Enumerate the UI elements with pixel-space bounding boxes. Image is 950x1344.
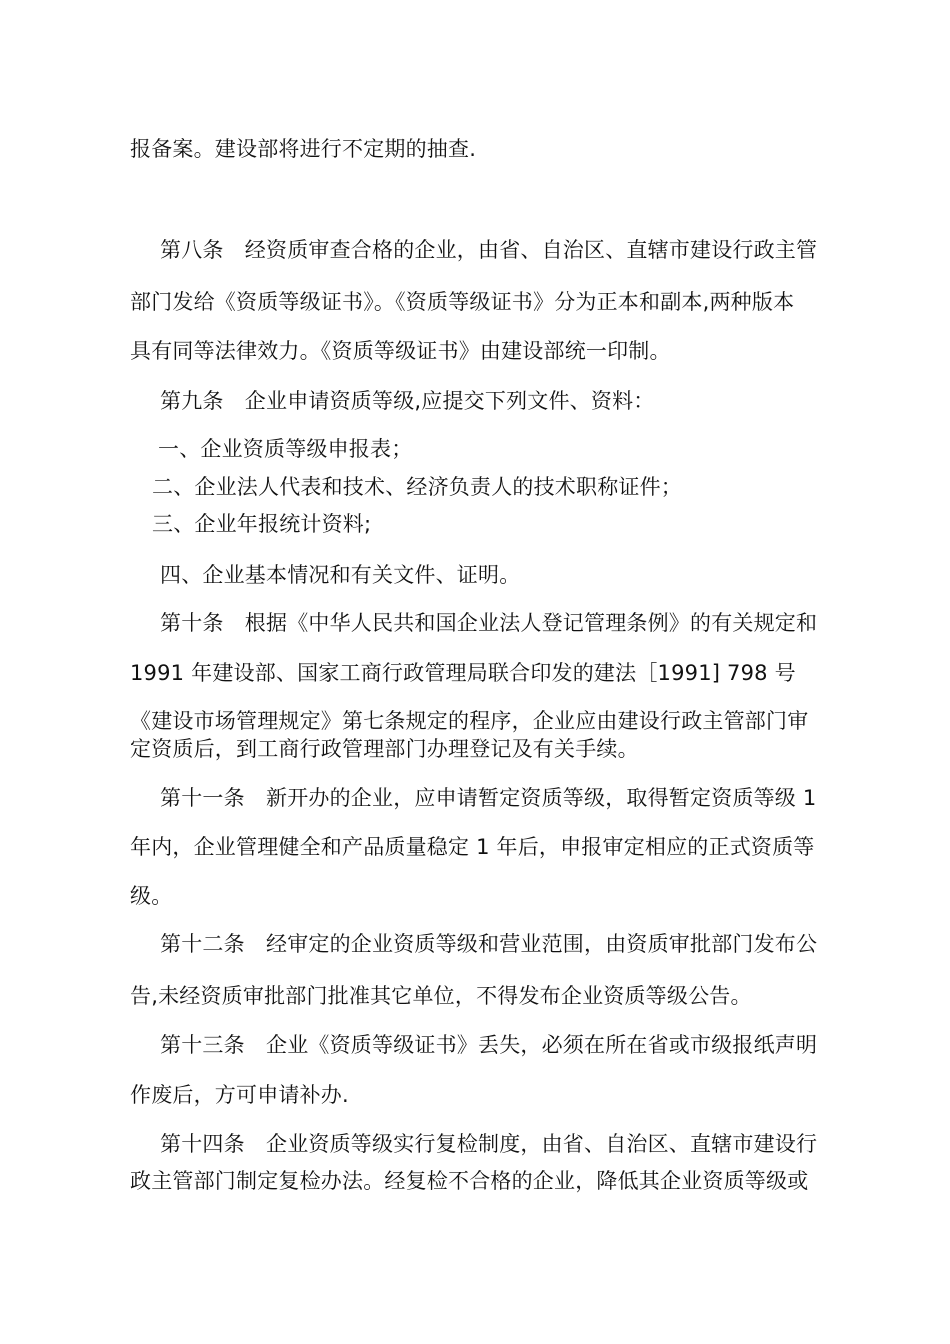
article-11-line-1: 第十一条 新开办的企业，应申请暂定资质等级，取得暂定资质等级 1 bbox=[160, 786, 817, 810]
article-8-line-1: 第八条 经资质审查合格的企业，由省、自治区、直辖市建设行政主管 bbox=[160, 238, 818, 262]
article-10-line-3: 《建设市场管理规定》第七条规定的程序，企业应由建设行政主管部门审 bbox=[130, 709, 809, 733]
article-12-line-1: 第十二条 经审定的企业资质等级和营业范围，由资质审批部门发布公 bbox=[160, 932, 818, 956]
article-13-line-1: 第十三条 企业《资质等级证书》丢失，必须在所在省或市级报纸声明 bbox=[160, 1033, 818, 1057]
article-9-line: 第九条 企业申请资质等级,应提交下列文件、资料： bbox=[160, 389, 655, 413]
article-13-line-2: 作废后，方可申请补办. bbox=[130, 1083, 349, 1107]
list-item: 三、企业年报统计资料; bbox=[152, 512, 372, 536]
article-8-line-3: 具有同等法律效力。《资质等级证书》由建设部统一印制。 bbox=[130, 339, 671, 363]
article-10-line-2: 1991 年建设部、国家工商行政管理局联合印发的建法［1991] 798 号 bbox=[130, 661, 796, 685]
article-10-line-4: 定资质后，到工商行政管理部门办理登记及有关手续。 bbox=[130, 737, 639, 761]
list-item: 二、企业法人代表和技术、经济负责人的技术职称证件； bbox=[152, 475, 682, 499]
list-item: 一、企业资质等级申报表； bbox=[158, 437, 413, 461]
article-8-line-2: 部门发给《资质等级证书》。《资质等级证书》分为正本和副本,两种版本 bbox=[130, 290, 795, 314]
article-12-line-2: 告,未经资质审批部门批准其它单位，不得发布企业资质等级公告。 bbox=[130, 984, 752, 1008]
list-item: 四、企业基本情况和有关文件、证明。 bbox=[160, 563, 521, 587]
article-11-line-3: 级。 bbox=[130, 884, 173, 908]
article-14-line-2: 政主管部门制定复检办法。经复检不合格的企业，降低其企业资质等级或 bbox=[130, 1169, 809, 1193]
article-14-line-1: 第十四条 企业资质等级实行复检制度，由省、自治区、直辖市建设行 bbox=[160, 1132, 818, 1156]
article-10-line-1: 第十条 根据《中华人民共和国企业法人登记管理条例》的有关规定和 bbox=[160, 611, 818, 635]
text-line: 报备案。建设部将进行不定期的抽查. bbox=[130, 137, 477, 161]
article-11-line-2: 年内，企业管理健全和产品质量稳定 1 年后，申报审定相应的正式资质等 bbox=[130, 835, 815, 859]
